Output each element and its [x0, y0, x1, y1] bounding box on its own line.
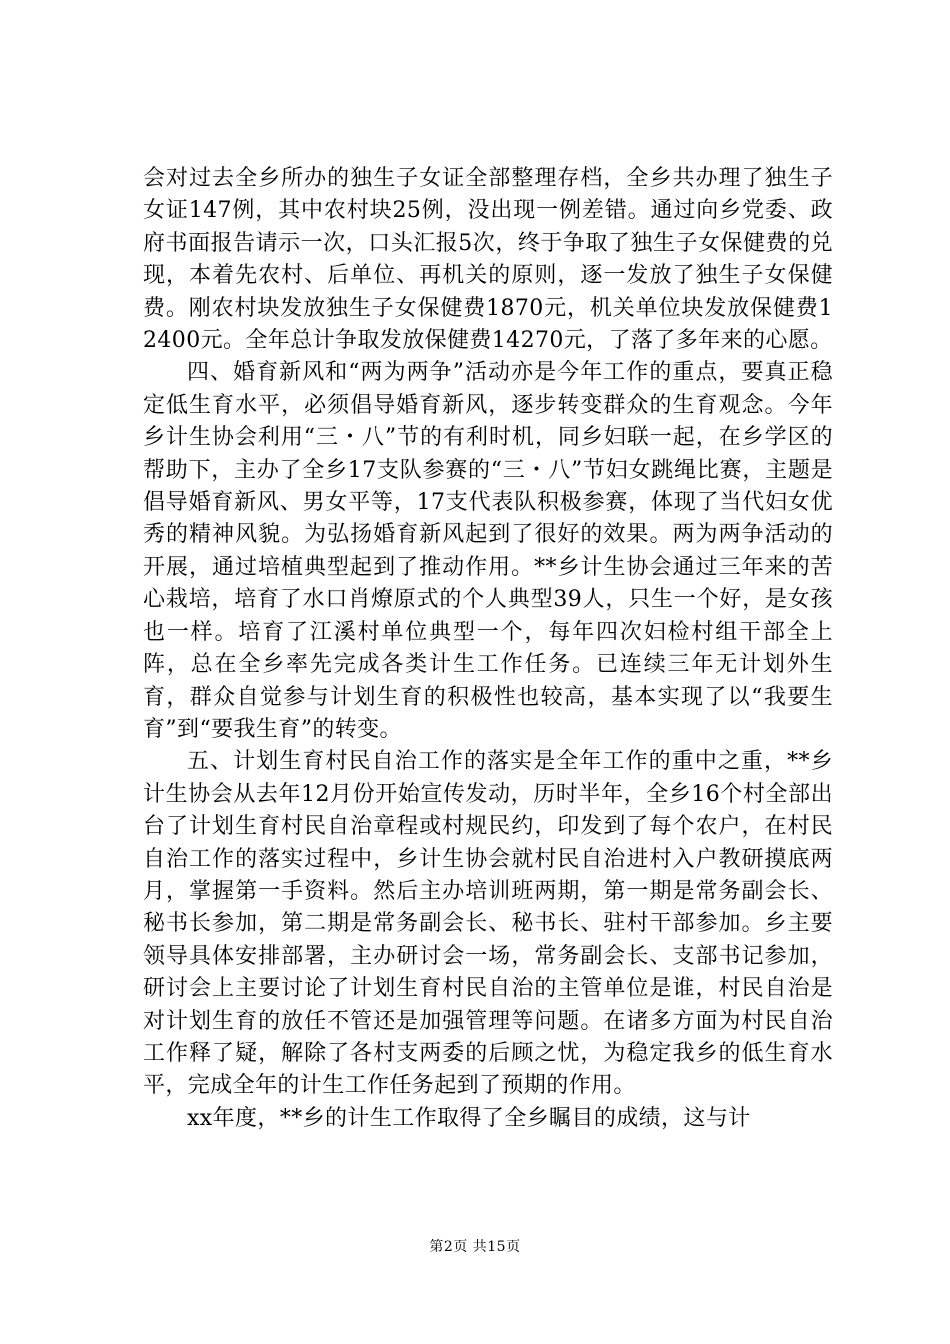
- document-body: [143, 163, 833, 1135]
- page-footer: [0, 1238, 950, 1256]
- page-number: 第2页 共15页: [429, 1239, 521, 1255]
- paragraph-continuation: 会对过去全乡所办的独生子女证全部整理存档，全乡共办理了独生子女证147例，其中农村块25例，没出现一例差错。通过向乡党委、政府书面报告请示一次，口头汇报5次，终于争取了独生子女保健费的兑现，本着先农村、后单位、再机关的原则，逐一发放了独生子女保健费。刚农村块发放独生子女保健费1870元，机关单位块发放保健费12400元。全年总计争取发放保健费14270元，了落了多年来的心愿。: [143, 166, 833, 354]
- paragraph-section-four: 四、婚育新风和“两为两争”活动亦是今年工作的重点，要真正稳定低生育水平，必须倡导婚育新风，逐步转变群众的生育观念。今年乡计生协会利用“三・八”节的有利时机，同乡妇联一起，在乡学区的帮助下，主办了全乡17支队参赛的“三・八”节妇女跳绳比赛，主题是倡导婚育新风、男女平等，17支代表队积极参赛，体现了当代妇女优秀的精神风貌。为弘扬婚育新风起到了很好的效果。两为两争活动的开展，通过培植典型起到了推动作用。**乡计生协会通过三年来的苦心栽培，培育了水口肖燎原式的个人典型39人，只生一个好，是女孩也一样。培育了江溪村单位典型一个，每年四次妇检村组干部全上阵，总在全乡率先完成各类计生工作任务。已连续三年无计划外生育，群众自觉参与计划生育的积极性也较高，基本实现了以“我要生育”到“要我生育”的转变。: [143, 360, 833, 742]
- paragraph-section-five: 五、计划生育村民自治工作的落实是全年工作的重中之重，**乡计生协会从去年12月份开始宣传发动，历时半年，全乡16个村全部出台了计划生育村民自治章程或村规民约，印发到了每个农户，在村民自治工作的落实过程中，乡计生协会就村民自治进村入户教研摸底两月，掌握第一手资料。然后主办培训班两期，第一期是常务副会长、秘书长参加，第二期是常务副会长、秘书长、驻村干部参加。乡主要领导具体安排部署，主办研讨会一场，常务副会长、支部书记参加，研讨会上主要讨论了计划生育村民自治的主管单位是谁，村民自治是对计划生育的放任不管还是加强管理等问题。在诸多方面为村民自治工作释了疑，解除了各村支两委的后顾之忧，为稳定我乡的低生育水平，完成全年的计生工作任务起到了预期的作用。: [143, 749, 833, 1099]
- paragraph-year-summary: xx年度，**乡的计生工作取得了全乡瞩目的成绩，这与计: [187, 1105, 751, 1131]
